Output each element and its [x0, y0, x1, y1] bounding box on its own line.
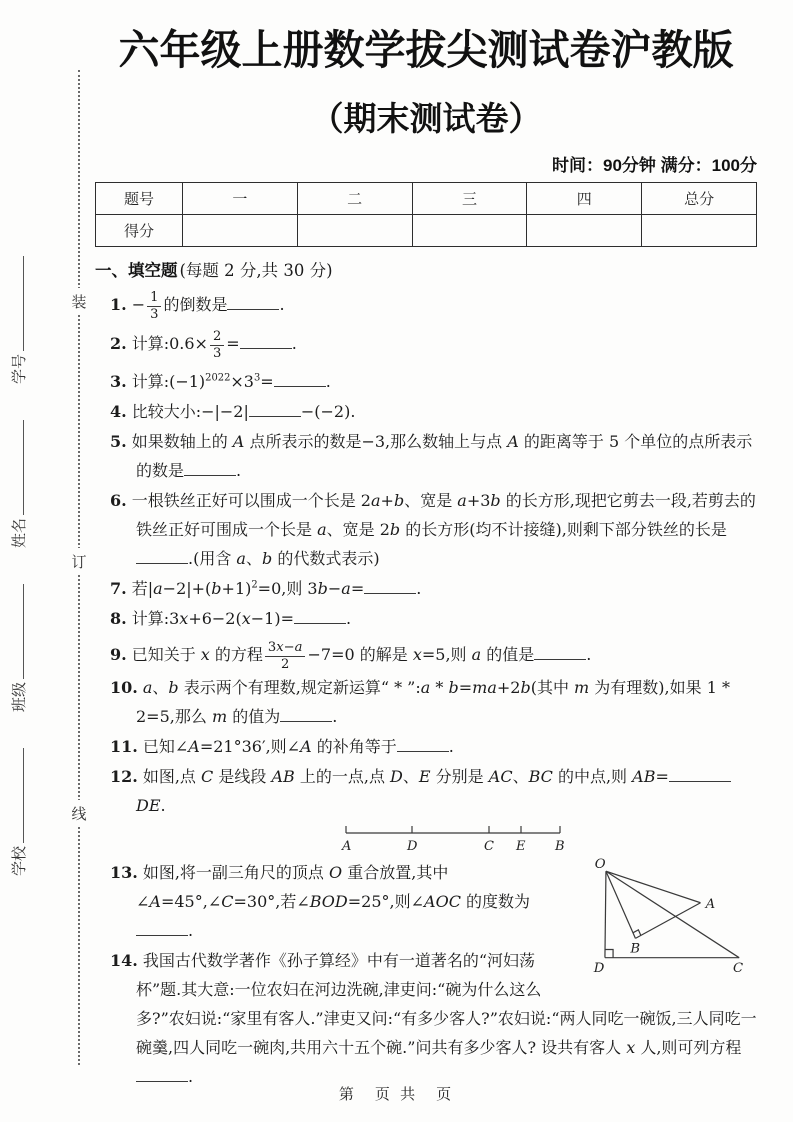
math-var: A	[149, 891, 161, 911]
question-2	[110, 329, 757, 361]
question-7	[110, 574, 757, 603]
page-title: 六年级上册数学拔尖测试卷沪教版	[118, 27, 734, 73]
fill-in-blank	[136, 548, 188, 564]
math-var: C	[221, 891, 234, 911]
question-number: 6.	[110, 491, 127, 511]
vertex-label-b: B	[630, 941, 641, 957]
fill-in-blank	[397, 736, 449, 752]
school-blank-line	[19, 748, 24, 843]
class-field	[8, 584, 30, 712]
math-var: x	[626, 1037, 636, 1057]
score-cell-1	[182, 215, 297, 247]
score-header-part-3: 三	[412, 183, 527, 215]
question-12	[110, 762, 757, 820]
question-text: 如果数轴上的 A 点所表示的数是−3,那么数轴上与点 A 的距离等于 5 个单位的点所表示的数是 .	[131, 432, 753, 481]
question-6	[110, 486, 757, 573]
question-number: 4.	[110, 402, 127, 422]
math-var: a	[236, 549, 246, 569]
point-label-e: E	[516, 838, 526, 854]
student-id-blank-line	[19, 256, 24, 351]
math-var: x	[200, 645, 210, 665]
math-var: AC	[488, 766, 513, 786]
question-number: 13.	[110, 862, 138, 882]
question-number: 11.	[110, 736, 138, 756]
school-label: 学校	[10, 845, 28, 876]
math-var: x	[241, 609, 251, 629]
math-var: BOD	[309, 891, 348, 911]
questions-13-14-block	[95, 857, 757, 1091]
score-table-header-row	[96, 183, 757, 215]
figure-line-segment-wrap	[338, 823, 757, 855]
math-var: ma	[472, 677, 497, 697]
superscript: 2022	[205, 372, 231, 384]
figure-line-segment	[338, 823, 568, 855]
student-name-field	[8, 420, 30, 548]
question-text: − $\frac{1}{3}$ 的倒数是 .	[131, 290, 285, 322]
vertex-label-d: D	[593, 960, 605, 976]
question-number: 2.	[110, 333, 127, 353]
section-title: 一、填空题	[95, 262, 178, 280]
math-var: b	[389, 520, 401, 540]
math-var: E	[418, 766, 431, 786]
math-var: m	[574, 677, 590, 697]
fraction: $\frac{1}{3}$	[147, 291, 161, 322]
score-cell-5	[642, 215, 757, 247]
math-var: AB	[271, 766, 295, 786]
question-number: 10.	[110, 677, 138, 697]
point-label-d: D	[407, 838, 418, 854]
class-label: 班级	[10, 681, 28, 712]
question-text: 已知∠A=21°36′,则∠A 的补角等于 .	[142, 736, 454, 756]
superscript: 2	[251, 579, 258, 591]
math-var: A	[188, 736, 200, 756]
binding-char-ding: 订	[69, 548, 89, 575]
math-var: x	[412, 645, 422, 665]
math-var: a	[457, 491, 467, 511]
fill-in-blank	[184, 460, 236, 476]
math-var: x	[179, 609, 189, 629]
fill-in-blank	[669, 766, 731, 782]
fraction: $\frac{3x-a}{2}$	[265, 641, 306, 672]
fill-in-blank	[364, 578, 416, 594]
question-11	[110, 732, 757, 761]
score-table	[95, 182, 757, 247]
math-var: a	[370, 491, 381, 511]
question-number: 14.	[110, 950, 138, 970]
math-var: A	[300, 736, 312, 756]
math-var: DE	[136, 795, 161, 815]
figure-triangle-rulers	[581, 857, 757, 977]
fill-in-blank	[249, 401, 301, 417]
question-number: 8.	[110, 609, 127, 629]
fill-in-blank	[136, 1066, 188, 1082]
score-header-total: 总分	[642, 183, 757, 215]
math-var: b	[211, 579, 222, 599]
score-cell-2	[297, 215, 412, 247]
section-note: (每题 2 分,共 30 分)	[179, 261, 333, 280]
math-var: b	[490, 491, 501, 511]
binding-char-zhuang: 装	[69, 288, 89, 315]
fraction: $\frac{2}{3}$	[210, 330, 224, 361]
math-var: b	[393, 491, 405, 511]
math-var: b	[448, 677, 459, 697]
superscript: 3	[253, 372, 261, 384]
math-var: a	[471, 645, 482, 665]
student-name-label: 姓名	[10, 517, 28, 548]
question-number: 9.	[110, 645, 127, 665]
math-var: a	[142, 677, 153, 697]
question-10	[110, 673, 757, 731]
score-header-part-2: 二	[297, 183, 412, 215]
paper-content	[95, 16, 757, 1091]
math-var: a	[341, 579, 351, 599]
question-number: 7.	[110, 579, 127, 599]
question-text: 计算$:(-1)^{2022}\times 3^3=$ .	[131, 372, 331, 392]
fill-in-blank	[274, 371, 326, 387]
point-label-c: C	[484, 838, 494, 854]
math-var: AB	[632, 766, 656, 786]
question-4	[110, 397, 757, 426]
question-1	[110, 290, 757, 322]
math-var: b	[317, 579, 328, 599]
section-heading	[95, 259, 757, 283]
question-text: 如图,将一副三角尺的顶点 O 重合放置,其中∠A=45°,∠C=30°,若∠BOD=25°,则∠AOC 的度数为.	[136, 862, 531, 940]
point-label-a: A	[342, 838, 352, 854]
fill-in-blank	[136, 920, 188, 936]
math-var: BC	[528, 766, 553, 786]
score-header-part-1: 一	[182, 183, 297, 215]
student-name-blank-line	[19, 420, 24, 515]
score-table-score-row	[96, 215, 757, 247]
question-number: 1.	[110, 295, 127, 314]
question-5	[110, 427, 757, 485]
question-text: 比较大小:−|−2| −(−2).	[131, 402, 356, 422]
question-text: 我国古代数学著作《孙子算经》中有一道著名的“河妇荡杯”题.其大意:一位农妇在河边洗碗,津吏问:“碗为什么这么多?”农妇说:“家里有客人.”津吏又问:“有多少客人?”农妇说:“两人同吃一碗饭,三人同吃一碗羹,四人同吃一碗肉,共用六十五个碗.”问共有多少客人? 设共有客人 x 人,则可列方程.	[136, 950, 757, 1086]
math-var: D	[390, 766, 403, 786]
score-header-question-no: 题号	[96, 183, 183, 215]
math-var: A	[232, 432, 245, 452]
score-header-part-4: 四	[527, 183, 642, 215]
question-text: 如图,点 C 是线段 AB 上的一点,点 D、E 分别是 AC、BC 的中点,则 AB= DE.	[136, 767, 731, 815]
time-score-info: 时间：90分钟 满分：100分	[552, 156, 757, 175]
question-text: 计算:3x+6−2(x−1)= .	[131, 609, 352, 629]
score-cell-3	[412, 215, 527, 247]
question-number: 12.	[110, 766, 138, 786]
student-id-label: 学号	[10, 353, 28, 384]
question-text: 已知关于 x 的方程 $\frac{3x-a}{2}$ −7=0 的解是 x=5,则 a 的值是 .	[131, 640, 592, 673]
math-var: O	[329, 862, 343, 882]
school-field	[8, 748, 30, 876]
fill-in-blank	[240, 333, 292, 349]
question-number: 3.	[110, 372, 127, 392]
math-var: b	[520, 677, 531, 697]
student-id-field	[8, 256, 30, 384]
right-angle-mark-d	[605, 949, 613, 957]
page-footer: 第 页 共 页	[338, 1086, 455, 1103]
vertex-label-o: O	[594, 857, 606, 873]
fill-in-blank	[280, 706, 332, 722]
fill-in-blank	[227, 294, 279, 310]
vertex-label-c: C	[733, 960, 744, 976]
vertex-label-a: A	[705, 896, 716, 912]
score-cell-4	[527, 215, 642, 247]
question-8	[110, 604, 757, 633]
math-var: m	[211, 706, 228, 726]
class-blank-line	[19, 584, 24, 679]
question-text: 计算:0.6× $\frac{2}{3}$ = .	[131, 328, 297, 361]
math-var: C	[201, 766, 214, 786]
question-9	[110, 640, 757, 672]
math-var: a	[153, 579, 163, 599]
question-3	[110, 367, 757, 396]
math-var: a	[420, 677, 431, 697]
fill-in-blank	[534, 644, 586, 660]
score-row-label: 得分	[96, 215, 183, 247]
math-var: AOC	[424, 891, 461, 911]
question-text: 一根铁丝正好可以围成一个长是 2a+b、宽是 a+3b 的长方形,现把它剪去一段,若剪去的铁丝正好可围成一个长是 a、宽是 2b 的长方形(均不计接缝),则剩下部分铁丝的长是.(用含 a、b 的代数式表示)	[131, 491, 756, 569]
math-var: A	[507, 432, 519, 452]
question-text: 若$|a-2|+(b+1)^2=0$,则 3b−a= .	[131, 579, 422, 599]
math-var: a	[317, 520, 327, 540]
page-subtitle: （期末测试卷）	[310, 100, 542, 137]
binding-char-xian: 线	[69, 800, 89, 827]
math-var: b	[168, 677, 179, 697]
math-var: b	[261, 549, 273, 569]
question-text: a、b 表示两个有理数,规定新运算“ * ”:a * b=ma+2b(其中 m 为有理数),如果 1 * 2=5,那么 m 的值为 .	[136, 677, 730, 726]
fill-in-blank	[294, 608, 346, 624]
question-number: 5.	[110, 432, 127, 452]
point-label-b: B	[555, 838, 565, 854]
